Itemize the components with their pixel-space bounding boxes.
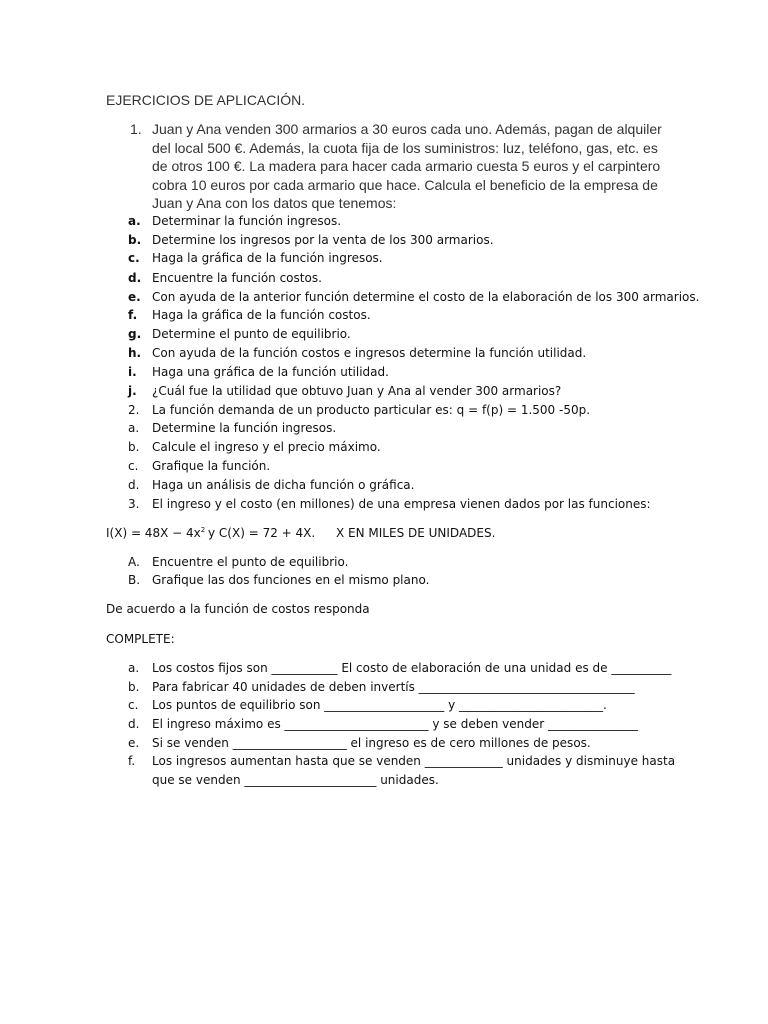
complete-label: COMPLETE: — [106, 632, 175, 646]
document-title: EJERCICIOS DE APLICACIÓN. — [106, 92, 306, 108]
units-note: X EN MILES DE UNIDADES. — [336, 526, 496, 540]
exercise-1-number: 1. — [130, 121, 142, 137]
document-page: EJERCICIOS DE APLICACIÓN. 1. Juan y Ana venden 300 armarios a 30 euros cada uno. Además, pagan de alquiler del local 500 €. Además, la cuota fija de los suministros: luz, teléfono, gas, etc. es de otros 100 €. La madera para hacer cada armario cuesta 5 euros y el carpintero cobra 10 euros por cada armario que hace. Calcula el beneficio de la empresa de Juan y Ana con los datos que tenemos: a. Determinar la función ingresos. b. Determine los ingresos por la venta de los 300 armarios. c. Haga la gráfica de la función ingresos. d. Encuentre la función costos. e. Con ayuda de la anterior función determine el costo de la elaboración de los 300 armarios. f. Haga la gráfica de la función costos. g. Determine el punto de equilibrio. h. Con ayuda de la función costos e ingresos determine la función utilidad. i. Haga una gráfica de la función utilidad. j. ¿Cuál fue la utilidad que obtuvo Juan y Ana al vender 300 armarios? 2. La función demanda de un producto particular es: q = f(p) = 1.500 -50p. a. Determine la función ingresos. b. Calcule el ingreso y el precio máximo. c. Grafique la función. d. Haga un análisis de dicha función o gráfica. 3. El ingreso y el costo (en millones) de una empresa vienen dados por las funciones: $I(X) = 48X - 4x^2$ y C(X) = 72 + 4X. X EN MILES DE UNIDADES. A. Encuentre el punto de equilibrio. B. Grafique las dos funciones en el mismo plano. De acuerdo a la función de costos responda COMPLETE: a. Los costos fijos son ___________ El costo de elaboración de una unidad es de __________ b. Para fabricar 40 unidades de deben invertís ____________________________________ c. Los puntos de equilibrio son ____________________ y ________________________. d. El ingreso máximo es ________________________ y se deben vender _______________ e. Si se venden ___________________ el ingreso es de cero millones de pesos. f. Los ingresos aumentan hasta que se venden _____________ unidades y disminuye hasta que se venden ______________________ unidades. — [106, 92, 700, 787]
exercise-1-text: Juan y Ana venden 300 armarios a 30 euros cada uno. Además, pagan de alquiler del local 500 €. Además, la cuota fija de los suministros: luz, teléfono, gas, etc. es de otros 100 €. La madera para hacer cada armario cuesta 5 euros y el carpintero cobra 10 euros por cada armario que hace. Calcula el beneficio de la empresa de Juan y Ana con los datos que tenemos: — [152, 121, 662, 212]
cost-formula: y C(X) = 72 + 4X. — [208, 526, 316, 540]
complete-item-continuation: que se venden ______________________ unidades. — [152, 773, 439, 787]
income-formula: $I(X) = 48X - 4x^2$ — [106, 526, 206, 540]
costos-intro: De acuerdo a la función de costos responda — [106, 602, 370, 616]
